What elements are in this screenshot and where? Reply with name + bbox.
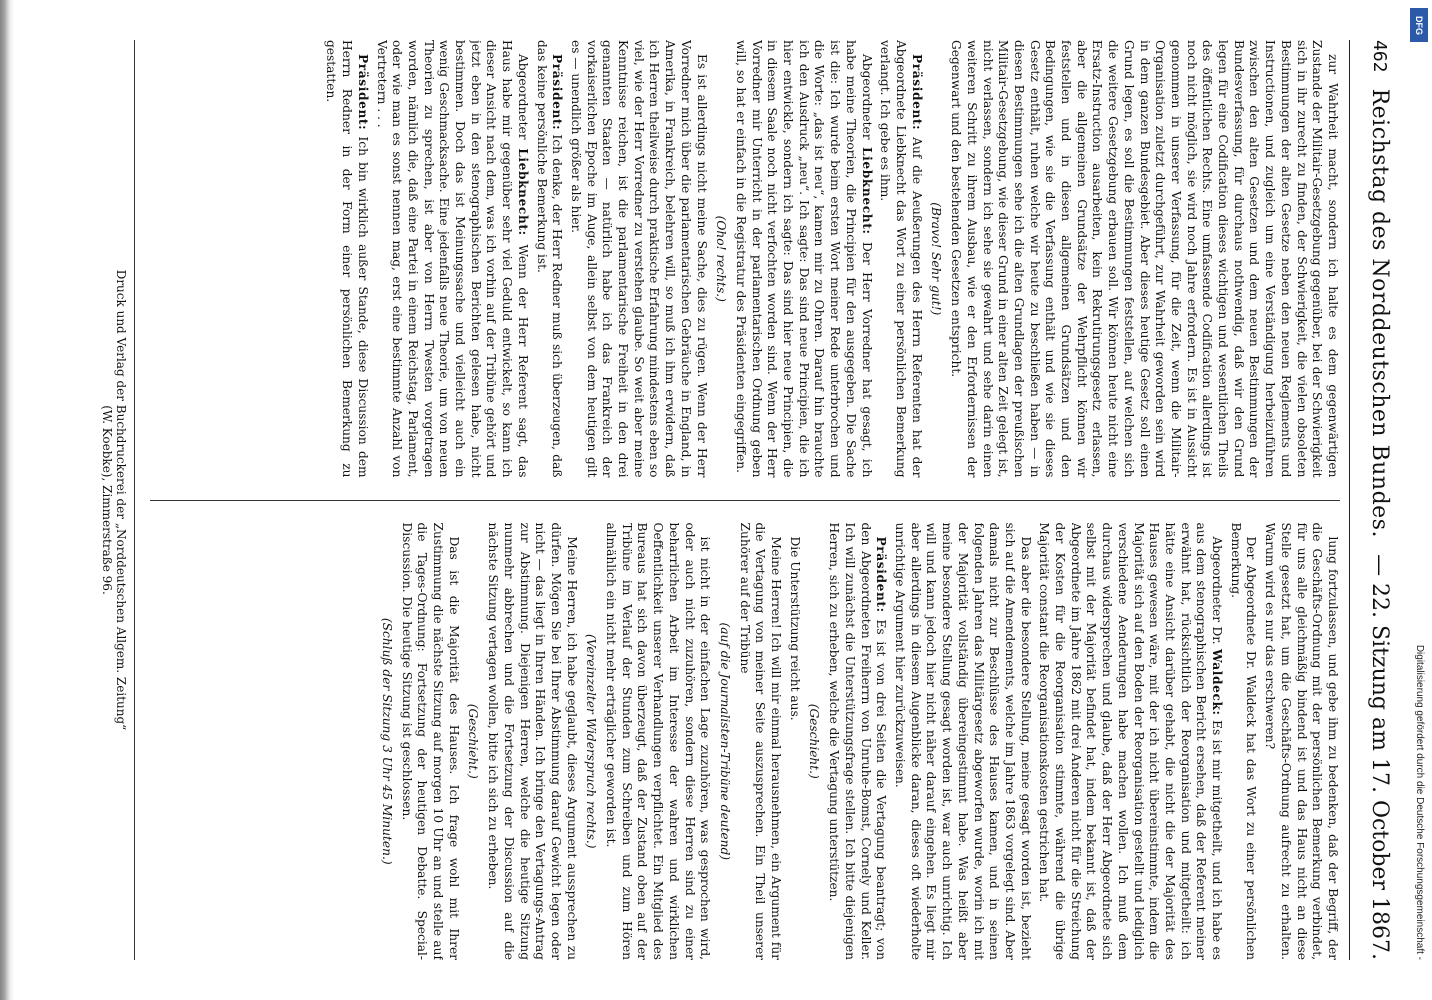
speaker-name: Präsident: [909,54,924,131]
text-columns [150,40,1340,960]
paragraph: ist nicht in der einfachen Lage zuzuhören, was gesprochen wird, oder auch nicht zuzuhören, sondern diese Herren sind zu einer beharrlichen Arbeit im Interesse der wahren und wirklichen Oeffentlichkeit unserer Verhandlungen verpflichtet. Ein Mitglied des Bureaus hat sich davon überzeugt, daß der Zustand oben auf der Tribüne im Verlauf der Stunden zum Schreiben und zum Hören allmählich ein nicht mehr erträglicher geworden ist. [604,522,713,960]
running-date: — 22. Sitzung am 17. October 1867. [1367,554,1393,960]
speech-text: Ich bin wirklich außer Stande, diese Discussion dem Herrn Redner in der Form einer persönlichen Bemerkung zu gestatten. [324,40,370,478]
paragraph: Das ist die Majorität des Hauses. Ich frage wohl mit Ihrer Zustimmung die nächste Sitzung auf morgen 10 Uhr an und stelle auf die Tages-Ordnung: Fortsetzung der heutigen Debatte. Special-Discussion. Die heutige Sitzung ist geschlossen. [399,522,461,960]
speech-text: Der Herr Vorredner hat gesagt, ich habe meine Theorien, die Principien für den ausgegeben. Die Sache ist die: Ich wurde beim ersten Wort meiner Rede unterbrochen und die Worte: „das ist neu“, kamen mir zu Ohren. Darauf hin brauchte ich den Ausdruck „neu“. Ich sagte: Das sind neue Principien, die ich hier entwickle, sondern ich sagte: Das sind hier neue Principien, die in diesem Saale noch nicht verfochten worden sind. Wenn der Herr Vorredner mir Unterricht in der parlamentarischen Ordnung geben will, so hat er einfach in die Registratur des Präsidenten eingegriffen. [733,40,874,478]
page-header [1349,40,1410,960]
column-divider [150,500,1340,501]
speech-text: Es ist von drei Seiten die Vertagung beantragt; von den Abgeordneten Freiherrn von Unruhe-Bomst, Cornely und Keller. Ich will zunächst die Unterstützungsfrage stellen. Ich bitte diejenigen Herren, sich zu erheben, welche die Vertagung unterstützen. [827,522,889,960]
speech [877,40,924,478]
session-closing-note: (Schluß der Sitzung 3 Uhr 45 Minuten.) [379,617,394,865]
imprint-line: (W. Koebke), Zimmerstraße 96. [100,405,114,595]
paragraph: Die Unterstützung reicht aus. [787,536,802,721]
applause-note: (Bravo! Sehr gut!) [929,202,944,316]
paragraph: Es ist allerdings nicht meine Sache, dies zu rügen. Wenn der Herr Vorredner mich über die parlamentarischen Gebräuche in England, in Amerika, in Frankreich, belehren will, so muß ich ihm erwidern, daß ich Herren theilweise durch praktische Erfahrung mindestens eben so viel, wie der Herr Vorredner zu verstehen glaube. So weit aber meine Kenntnisse reichen, ist die parlamentarische Freiheit in den drei genannten Staaten — natürlich habe ich das Frankreich der vorkaiserlichen Epoche im Auge, allein selbst von dem heutigen gilt es — unendlich größer als hier. [568,40,709,478]
speaker-name: Liebknecht: [859,147,874,235]
reaction-note: (auf die Journalisten-Tribüne deutend) [717,622,732,861]
speech-text: Wenn der Herr Referent sagt, das Haus habe mir gegenüber sehr viel Geduld entwickelt, so kann ich dieser Ansicht nach dem, was ich vorhin auf der Tribüne gehört und jetzt eben in den stenographischen Berichten gelesen habe, nicht bestimmen. Doch das ist Meinungssache und vielleicht auch ein wenig Geschmacksache. Eine jedenfalls neue Theorie, um von neuen Theorien zu sprechen, ist aber von Herrn Twesten vorgetragen worden, nämlich die, daß eine Partei in einem Reichstag, Parlament, oder wie man es sonst nennen mag, erst eine bestimmte Anzahl von Vertretern . . . [374,40,530,478]
speech-text: Es ist mir mitgetheilt, und ich habe es aus dem stenographischen Bericht ersehen, daß der Referent meiner erwähnt hat, rücksichtlich der Reorganisation und mitgetheilt: ich hätte eine Ansicht darüber gehabt, die nicht die der Majorität des Hauses gewesen wäre, mit der ich nicht übereinstimmte, indem die Majorität sich auf den Boden der Reorganisation gestellt und lediglich verschiedene Aenderungen habe machen wollen. Ich muß dem durchaus widersprechen und glaube, daß der Herr Abgeordnete sich selbst mit der Majorität befindet hat, indem bekannt ist, daß der Abgeordnete im Jahre 1862 mit drei Anderen nicht für die Streichung der Kosten für die Reorganisation stimmte, während die übrige Majorität constant die Reorganisationskosten gestrichen hat. [1037,522,1225,960]
imprint-footer [100,40,135,960]
paragraph: lung fortzulassen, und gebe ihm zu bedenken, daß der Begriff, der die Geschäfts-Ordnung mit der persönlichen Bemerkung verbindet, für uns alle gleichmäßig bindend ist und das Haus nicht an diese Stelle gesetzt hat, um die Geschäfts-Ordnung aufrecht zu erhalten. Warum wird es nur das erschweren? [1263,522,1340,960]
digitization-stamp [1408,0,1430,1000]
speech [323,40,370,478]
reaction-note: (Vereinzelter Widerspruch rechts.) [584,633,599,849]
dfg-logo: DFG [1410,8,1428,42]
speaker-name: Präsident: [550,54,565,131]
speech [1036,523,1224,961]
speech [826,523,889,961]
page-number: 462 [1369,40,1391,73]
paragraph: zur Wahrheit macht, sondern ich halte es dem gegenwärtigen Zustande der Militair-Gesetzgebung gegenüber, bei der Schwierigkeit sich in ihr zurecht zu finden, der Schwierigkeit, die vielen obsoleten Bestimmungen der alten Gesetze neben den neuen Reglements und Instructionen, und zugleich um eine Verständigung herbeizuführen zwischen den alten Gesetzen und dem neuen Bestimmungen der Bundesverfassung, für durchaus nothwendig, daß wir den Grund legen für eine Codification dieses wichtigen und wesentlichen Theils des öffentlichen Rechts. Eine umfassende Codification allerdings ist noch nicht möglich, sie wird noch Jahre erfordern. Es ist in Aussicht genommen in unserer Verfassung, für die Zeit, wenn die Militair-Organisation zuletzt durchgeführt, zur Wahrheit geworden sein wird in dem ganzen Bundesgebiet. Aber dieses heutige Gesetz soll einen Grund legen, es soll die Bestimmungen feststellen, auf welchen sich die weitere Gesetzgebung erbauen soll. Wir können heute nicht eine Ersatz-Instruction ausarbeiten, kein Rekrutirungsgesetz erlassen, aber die allgemeinen Grundsätze der Wehrpflicht können wir feststellen und in diesen allgemeinen Grundsätzen und den Bedingungen, wie sie die Verfassung enthält und wie sie dieses Gesetz enthält, ruhen welche wir heute zu beschließen haben — in diesen Bestimmungen sehe ich die alten Grundlagen der preußischen Militair-Gesetzgebung, wie dieser Grund in einer alten Zeit gelegt ist, nicht verlassen, sondern ich sehe sie gewahrt und sehe darin einen weiteren Schritt zu ihrem Ausbau, wie er den Erfordernissen der Gegenwart und den bestehenden Gesetzen entspricht. [949,40,1340,478]
speech-text: Auf die Aeußerungen des Herrn Referenten hat der Abgeordnete Liebknecht das Wort zu einer persönlichen Bemerkung verlangt. Ich gebe es ihm. [878,40,924,478]
paragraph: Meine Herren, ich habe geglaubt, dieses Argument aussprechen zu dürfen. Mögen Sie bei Ihrer Abstimmung darauf Gewicht legen oder nicht — das liegt in Ihren Händen. Ich bringe den Vertagungs-Antrag zur Abstimmung. Diejenigen Herren, welche die heutige Sitzung nunmehr abbrechen und die Fortsetzung der Discussion auf die nächste Sitzung vertagen wollen, bitte ich sich zu erheben. [486,522,579,960]
speaker-name: Waldeck: [1210,649,1225,716]
speech [373,40,530,478]
paragraph: Das aber die besondere Stellung, meine gesagt worden ist, bezieht sich auf die Amendements, welche im Jahre 1863 vorgelegt sind. Aber damals nicht zur Beschlüsse des Hauses kamen, und in seinen folgenden Jahren das Militärgesetz abgeworfen wurde, worin ich mit der Majorität vollständig übereingestimmt habe. Was heißt aber meine besondere Stellung gesagt worden ist, war auch unrichtig. Ich will und kann jedoch hier nicht näher darauf eingehen. Es liegt mir aber allerdings in diesem Augenblicke daran, dieses oft wiederholte unrichtige Argument hier zurückzuweisen. [893,522,1033,960]
column-right [150,523,1340,961]
paragraph: Der Abgeordnete Dr. Waldeck hat das Wort zu einer persönlichen Bemerkung. [1228,522,1259,960]
speaker-name: Präsident: [874,536,889,613]
imprint-line: Druck und Verlag der Buchdruckerei der „Norddeutschen Allgem. Zeitung“ [114,269,128,731]
paragraph: Meine Herren! Ich will mir einmal herausnehmen, ein Argument für die Vertagung von meiner Seite auszusprechen. Ein Theil unserer Zuhörer auf der Tribüne [737,522,784,960]
speaker-lead: Abgeordneter Dr. [1210,536,1225,645]
reaction-note: (Oho! rechts.) [714,215,729,302]
reaction-note: (Geschieht.) [807,703,822,779]
speaker-name: Präsident: [355,54,370,131]
speech-text: Ich denke, der Herr Redner muß sich überzeugen, daß das keine persönliche Bemerkung ist. [534,40,565,478]
running-title: Reichstag des Norddeutschen Bundes. [1367,88,1393,538]
column-left [150,40,1340,478]
speech [732,40,873,478]
speaker-lead: Abgeordneter [515,54,530,140]
speech [533,40,564,478]
speaker-lead: Abgeordneter [859,54,874,140]
reaction-note: (Geschieht.) [466,703,481,779]
digitization-credit: Digitalisierung gefördert durch die Deutsche Forschungsgemeinschaft - [1414,644,1425,960]
speaker-name: Liebknecht: [515,148,530,236]
